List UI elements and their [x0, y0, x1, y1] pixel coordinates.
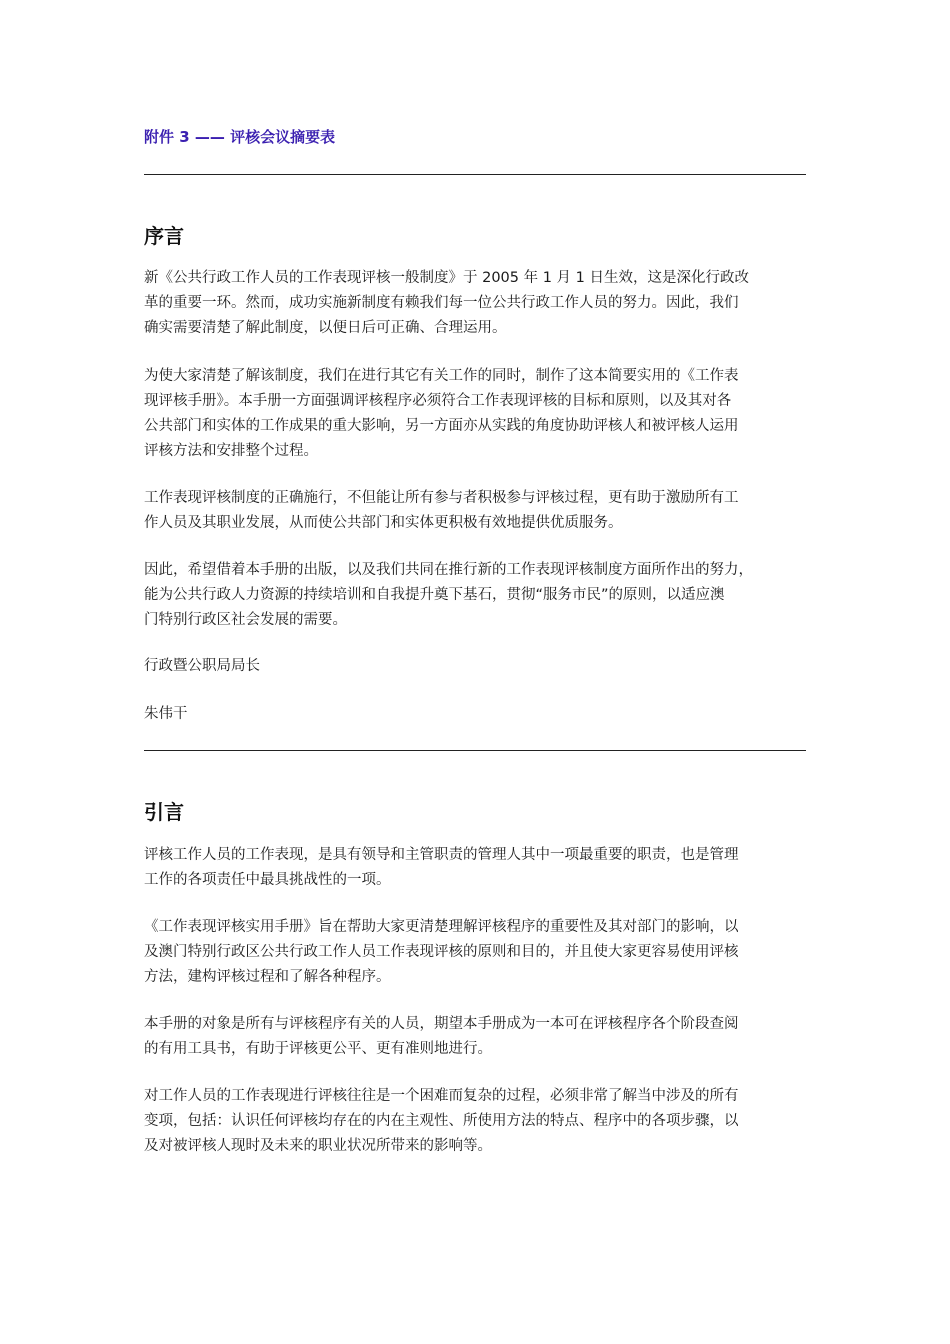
text-line: 评核方法和安排整个过程。	[144, 443, 318, 459]
text-line: 评核工作人员的工作表现，是具有领导和主管职责的管理人其中一项最重要的职责，也是管理	[144, 847, 739, 863]
preface-paragraph-1	[144, 266, 806, 341]
text-line: 能为公共行政人力资源的持续培训和自我提升奠下基石，贯彻“服务市民”的原则，以适应澳	[144, 587, 725, 603]
introduction-paragraph-2	[144, 915, 806, 990]
text-line: 公共部门和实体的工作成果的重大影响，另一方面亦从实践的角度协助评核人和被评核人运用	[144, 418, 739, 434]
text-line: 本手册的对象是所有与评核程序有关的人员，期望本手册成为一本可在评核程序各个阶段查阅	[144, 1016, 739, 1032]
divider-top	[144, 174, 806, 175]
text-line: 工作表现评核制度的正确施行，不但能让所有参与者积极参与评核过程，更有助于激励所有工	[144, 490, 739, 506]
preface-paragraph-3	[144, 486, 806, 536]
text-line: 对工作人员的工作表现进行评核往往是一个困难而复杂的过程，必须非常了解当中涉及的所有	[144, 1088, 739, 1104]
text-line: 变项，包括：认识任何评核均存在的内在主观性、所使用方法的特点、程序中的各项步骤，以	[144, 1113, 739, 1129]
preface-paragraph-2	[144, 364, 806, 464]
introduction-heading: 引言	[144, 800, 184, 824]
text-line: 及澳门特别行政区公共行政工作人员工作表现评核的原则和目的，并且使大家更容易使用评核	[144, 944, 739, 960]
text-line: 革的重要一环。然而，成功实施新制度有赖我们每一位公共行政工作人员的努力。因此，我们	[144, 295, 739, 311]
text-line: 的有用工具书，有助于评核更公平、更有准则地进行。	[144, 1041, 492, 1057]
text-line: 确实需要清楚了解此制度，以便日后可正确、合理运用。	[144, 320, 507, 336]
divider-middle	[144, 750, 806, 751]
attachment-title: 附件 3 —— 评核会议摘要表	[144, 128, 336, 146]
text-line: 方法，建构评核过程和了解各种程序。	[144, 969, 391, 985]
text-line: 现评核手册》。本手册一方面强调评核程序必须符合工作表现评核的目标和原则，以及其对各	[144, 393, 732, 409]
text-line: 门特别行政区社会发展的需要。	[144, 612, 347, 628]
text-line: 因此，希望借着本手册的出版，以及我们共同在推行新的工作表现评核制度方面所作出的努力，	[144, 562, 753, 578]
text-line: 为使大家清楚了解该制度，我们在进行其它有关工作的同时，制作了这本简要实用的《工作表	[144, 368, 739, 384]
signature-title: 行政暨公职局局长	[144, 658, 260, 674]
introduction-paragraph-1	[144, 843, 806, 893]
text-line: 作人员及其职业发展，从而使公共部门和实体更积极有效地提供优质服务。	[144, 515, 623, 531]
signature-name: 朱伟干	[144, 706, 188, 722]
text-line: 《工作表现评核实用手册》旨在帮助大家更清楚理解评核程序的重要性及其对部门的影响，以	[144, 919, 739, 935]
introduction-paragraph-4	[144, 1084, 806, 1159]
introduction-paragraph-3	[144, 1012, 806, 1062]
text-line: 及对被评核人现时及未来的职业状况所带来的影响等。	[144, 1138, 492, 1154]
preface-heading: 序言	[144, 224, 184, 248]
preface-paragraph-4	[144, 558, 806, 633]
text-line: 新《公共行政工作人员的工作表现评核一般制度》于 2005 年 1 月 1 日生效，这是深化行政改	[144, 270, 750, 286]
text-line: 工作的各项责任中最具挑战性的一项。	[144, 872, 391, 888]
